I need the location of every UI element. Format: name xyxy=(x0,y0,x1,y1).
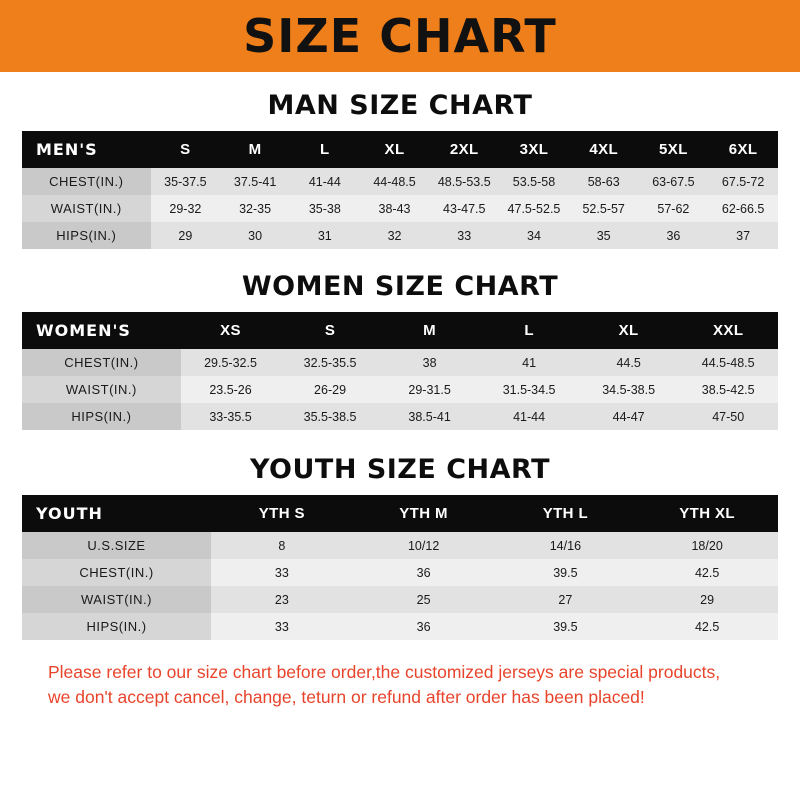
table-row xyxy=(22,222,778,249)
cell: 41-44 xyxy=(290,168,360,195)
column-header: YTH L xyxy=(495,495,637,532)
column-header: 4XL xyxy=(569,131,639,168)
cell: 41-44 xyxy=(479,403,579,430)
column-header: WOMEN'S xyxy=(22,312,181,349)
column-header: S xyxy=(280,312,380,349)
cell: 42.5 xyxy=(636,613,778,640)
cell: 38.5-41 xyxy=(380,403,480,430)
row-label: CHEST(IN.) xyxy=(22,349,181,376)
footnote-line-2: we don't accept cancel, change, teturn or refund after order has been placed! xyxy=(48,687,645,708)
table-row xyxy=(22,532,778,559)
table-row xyxy=(22,403,778,430)
cell: 35-37.5 xyxy=(151,168,221,195)
cell: 33 xyxy=(211,559,353,586)
cell: 58-63 xyxy=(569,168,639,195)
row-label: WAIST(IN.) xyxy=(22,376,181,403)
row-label: U.S.SIZE xyxy=(22,532,211,559)
column-header: L xyxy=(290,131,360,168)
banner xyxy=(0,0,800,72)
column-header: M xyxy=(380,312,480,349)
section-title-youth: YOUTH SIZE CHART xyxy=(249,454,551,485)
content xyxy=(0,90,800,711)
cell: 44-48.5 xyxy=(360,168,430,195)
column-header: 6XL xyxy=(708,131,778,168)
cell: 32-35 xyxy=(220,195,290,222)
cell: 18/20 xyxy=(636,532,778,559)
cell: 39.5 xyxy=(495,613,637,640)
cell: 33-35.5 xyxy=(181,403,281,430)
cell: 32 xyxy=(360,222,430,249)
table-row xyxy=(22,195,778,222)
cell: 23.5-26 xyxy=(181,376,281,403)
cell: 38 xyxy=(380,349,480,376)
table-row xyxy=(22,613,778,640)
cell: 10/12 xyxy=(353,532,495,559)
cell: 30 xyxy=(220,222,290,249)
column-header: MEN'S xyxy=(22,131,151,168)
cell: 34.5-38.5 xyxy=(579,376,679,403)
table-row xyxy=(22,349,778,376)
cell: 38-43 xyxy=(360,195,430,222)
table-men xyxy=(22,131,778,249)
cell: 39.5 xyxy=(495,559,637,586)
column-header: L xyxy=(479,312,579,349)
cell: 47.5-52.5 xyxy=(499,195,569,222)
cell: 23 xyxy=(211,586,353,613)
cell: 29-32 xyxy=(151,195,221,222)
cell: 37 xyxy=(708,222,778,249)
cell: 14/16 xyxy=(495,532,637,559)
column-header: XL xyxy=(579,312,679,349)
cell: 29-31.5 xyxy=(380,376,480,403)
row-label: HIPS(IN.) xyxy=(22,613,211,640)
column-header: XS xyxy=(181,312,281,349)
cell: 32.5-35.5 xyxy=(280,349,380,376)
cell: 42.5 xyxy=(636,559,778,586)
cell: 36 xyxy=(353,559,495,586)
cell: 26-29 xyxy=(280,376,380,403)
cell: 31.5-34.5 xyxy=(479,376,579,403)
cell: 36 xyxy=(639,222,709,249)
table-header-row xyxy=(22,312,778,349)
cell: 41 xyxy=(479,349,579,376)
section-title-women: WOMEN SIZE CHART xyxy=(241,271,559,302)
cell: 57-62 xyxy=(639,195,709,222)
cell: 35 xyxy=(569,222,639,249)
column-header: YOUTH xyxy=(22,495,211,532)
table-row xyxy=(22,168,778,195)
row-label: WAIST(IN.) xyxy=(22,195,151,222)
cell: 38.5-42.5 xyxy=(678,376,778,403)
column-header: M xyxy=(220,131,290,168)
column-header: YTH S xyxy=(211,495,353,532)
cell: 34 xyxy=(499,222,569,249)
column-header: 3XL xyxy=(499,131,569,168)
footnote-line-1: Please refer to our size chart before order,the customized jerseys are special products, xyxy=(48,662,721,682)
cell: 44.5-48.5 xyxy=(678,349,778,376)
cell: 31 xyxy=(290,222,360,249)
cell: 33 xyxy=(211,613,353,640)
footnote xyxy=(22,660,778,711)
section-title-man: MAN SIZE CHART xyxy=(267,90,533,121)
cell: 44-47 xyxy=(579,403,679,430)
row-label: WAIST(IN.) xyxy=(22,586,211,613)
column-header: S xyxy=(151,131,221,168)
cell: 25 xyxy=(353,586,495,613)
cell: 44.5 xyxy=(579,349,679,376)
cell: 37.5-41 xyxy=(220,168,290,195)
table-row xyxy=(22,559,778,586)
cell: 27 xyxy=(495,586,637,613)
table-row xyxy=(22,376,778,403)
table-women xyxy=(22,312,778,430)
page-title: SIZE CHART xyxy=(243,9,557,63)
cell: 62-66.5 xyxy=(708,195,778,222)
column-header: 5XL xyxy=(639,131,709,168)
cell: 67.5-72 xyxy=(708,168,778,195)
cell: 8 xyxy=(211,532,353,559)
column-header: YTH XL xyxy=(636,495,778,532)
cell: 35-38 xyxy=(290,195,360,222)
cell: 29.5-32.5 xyxy=(181,349,281,376)
cell: 48.5-53.5 xyxy=(429,168,499,195)
table-header-row xyxy=(22,495,778,532)
row-label: CHEST(IN.) xyxy=(22,559,211,586)
cell: 36 xyxy=(353,613,495,640)
cell: 29 xyxy=(636,586,778,613)
cell: 52.5-57 xyxy=(569,195,639,222)
table-youth xyxy=(22,495,778,640)
cell: 35.5-38.5 xyxy=(280,403,380,430)
cell: 47-50 xyxy=(678,403,778,430)
cell: 29 xyxy=(151,222,221,249)
table-row xyxy=(22,586,778,613)
column-header: YTH M xyxy=(353,495,495,532)
cell: 63-67.5 xyxy=(639,168,709,195)
table-header-row xyxy=(22,131,778,168)
column-header: XL xyxy=(360,131,430,168)
row-label: HIPS(IN.) xyxy=(22,222,151,249)
cell: 43-47.5 xyxy=(429,195,499,222)
cell: 33 xyxy=(429,222,499,249)
cell: 53.5-58 xyxy=(499,168,569,195)
column-header: 2XL xyxy=(429,131,499,168)
row-label: CHEST(IN.) xyxy=(22,168,151,195)
row-label: HIPS(IN.) xyxy=(22,403,181,430)
column-header: XXL xyxy=(678,312,778,349)
